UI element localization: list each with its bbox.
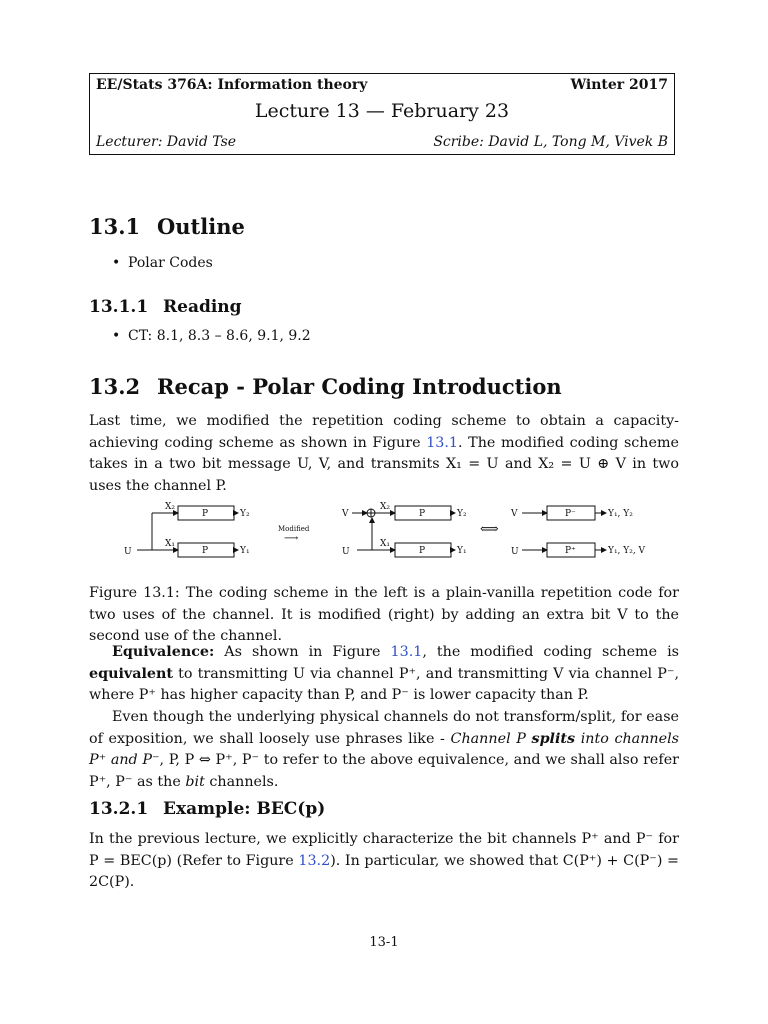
header-row-bottom	[96, 134, 668, 150]
section-number: 13.1	[89, 214, 141, 239]
bullet-icon: •	[112, 328, 121, 344]
paragraph-bec: In the previous lecture, we explicitly characterize the bit channels P⁺ and P⁻ for P = BEC(p) (Refer to Figure 13.2). In particular, we showed that C(P⁺) + C(P⁻) = 2C(P).	[89, 831, 679, 890]
label-v: V	[511, 509, 518, 519]
figure-link[interactable]: 13.1	[426, 434, 459, 451]
middle-diagram	[352, 506, 455, 557]
label-u: U	[124, 547, 132, 557]
box-label: P	[419, 546, 426, 556]
label-u: U	[511, 547, 519, 557]
section-title: Recap - Polar Coding Introduction	[157, 374, 562, 399]
label-u: U	[342, 547, 350, 557]
list-item-text: Polar Codes	[128, 255, 213, 271]
label-y1: Y₁	[457, 546, 467, 556]
term: Winter 2017	[570, 77, 668, 93]
modified-arrow: ⟶	[284, 533, 299, 544]
label-v: V	[342, 509, 349, 519]
label-y2: Y₂	[240, 509, 250, 519]
header-row-top	[96, 77, 668, 93]
section-recap-heading	[89, 374, 562, 399]
list-item	[112, 328, 311, 344]
subsection-reading-heading	[89, 297, 242, 317]
figure-link[interactable]: 13.1	[390, 644, 423, 660]
list-item-text: CT: 8.1, 8.3 – 8.6, 9.1, 9.2	[128, 328, 311, 344]
list-item	[112, 255, 213, 271]
left-diagram	[137, 506, 238, 557]
page-number: 13-1	[369, 935, 399, 950]
paragraph-equivalence: Equivalence: As shown in Figure 13.1, the modified coding scheme is equivalent to transmitting U via channel P⁺, and transmitting V via channel P⁻, where P⁺ has higher capacity than P, and P⁻ is lower capacity than P.	[89, 644, 679, 703]
label-x2: X₂	[165, 502, 176, 512]
section-number: 13.2	[89, 374, 141, 399]
box-label: P⁻	[565, 509, 576, 519]
figure-coding-scheme	[110, 495, 670, 575]
subsection-number: 13.1.1	[89, 297, 149, 317]
label-y1: Y₁	[240, 546, 250, 556]
equivalence-arrow: ⟺	[480, 522, 499, 537]
section-outline-heading	[89, 214, 245, 239]
label-y2: Y₂	[457, 509, 467, 519]
subsection-example-heading	[89, 799, 325, 819]
subsection-title: Example: BEC(p)	[163, 799, 326, 819]
label-x1: X₁	[165, 539, 176, 549]
modified-label: Modified	[278, 525, 310, 533]
header-box	[89, 73, 675, 155]
output-label: Y₁, Y₂, V	[608, 546, 646, 556]
paragraph-intro: Last time, we modified the repetition coding scheme to obtain a capacity-achieving coding scheme as shown in Figure 13.1. The modified coding scheme takes in a two bit message U, V, and transmits X₁ = U and X₂ = U ⊕ V in two uses the channel P.	[89, 413, 679, 494]
bullet-icon: •	[112, 255, 121, 271]
label-x1: X₁	[380, 539, 391, 549]
subsection-number: 13.2.1	[89, 799, 149, 819]
box-label: P	[202, 546, 209, 556]
output-label: Y₁, Y₂	[608, 509, 633, 519]
paragraph-exposition: Even though the underlying physical channels do not transform/split, for ease of exposition, we shall loosely use phrases like - Channel P splits into channels P⁺ and P⁻, P, P ⇔ P⁺, P⁻ to refer to the above equivalence, and we shall also refer P⁺, P⁻ as the bit channels.	[89, 709, 679, 790]
lecture-title: Lecture 13 — February 23	[254, 100, 510, 122]
figure-link[interactable]: 13.2	[298, 852, 331, 869]
label-x2: X₂	[380, 502, 391, 512]
right-diagram	[522, 506, 606, 557]
figure-caption: Figure 13.1: The coding scheme in the left is a plain-vanilla repetition code for two uses of the channel. It is modified (right) by adding an extra bit V to the second use of the channel.	[89, 585, 679, 644]
box-label: P⁺	[565, 546, 576, 556]
scribe: Scribe: David L, Tong M, Vivek B	[433, 134, 668, 150]
subsection-title: Reading	[163, 297, 242, 317]
box-label: P	[419, 509, 426, 519]
box-label: P	[202, 509, 209, 519]
lecturer: Lecturer: David Tse	[96, 134, 237, 150]
section-title: Outline	[157, 214, 245, 239]
course-title: EE/Stats 376A: Information theory	[96, 77, 368, 93]
